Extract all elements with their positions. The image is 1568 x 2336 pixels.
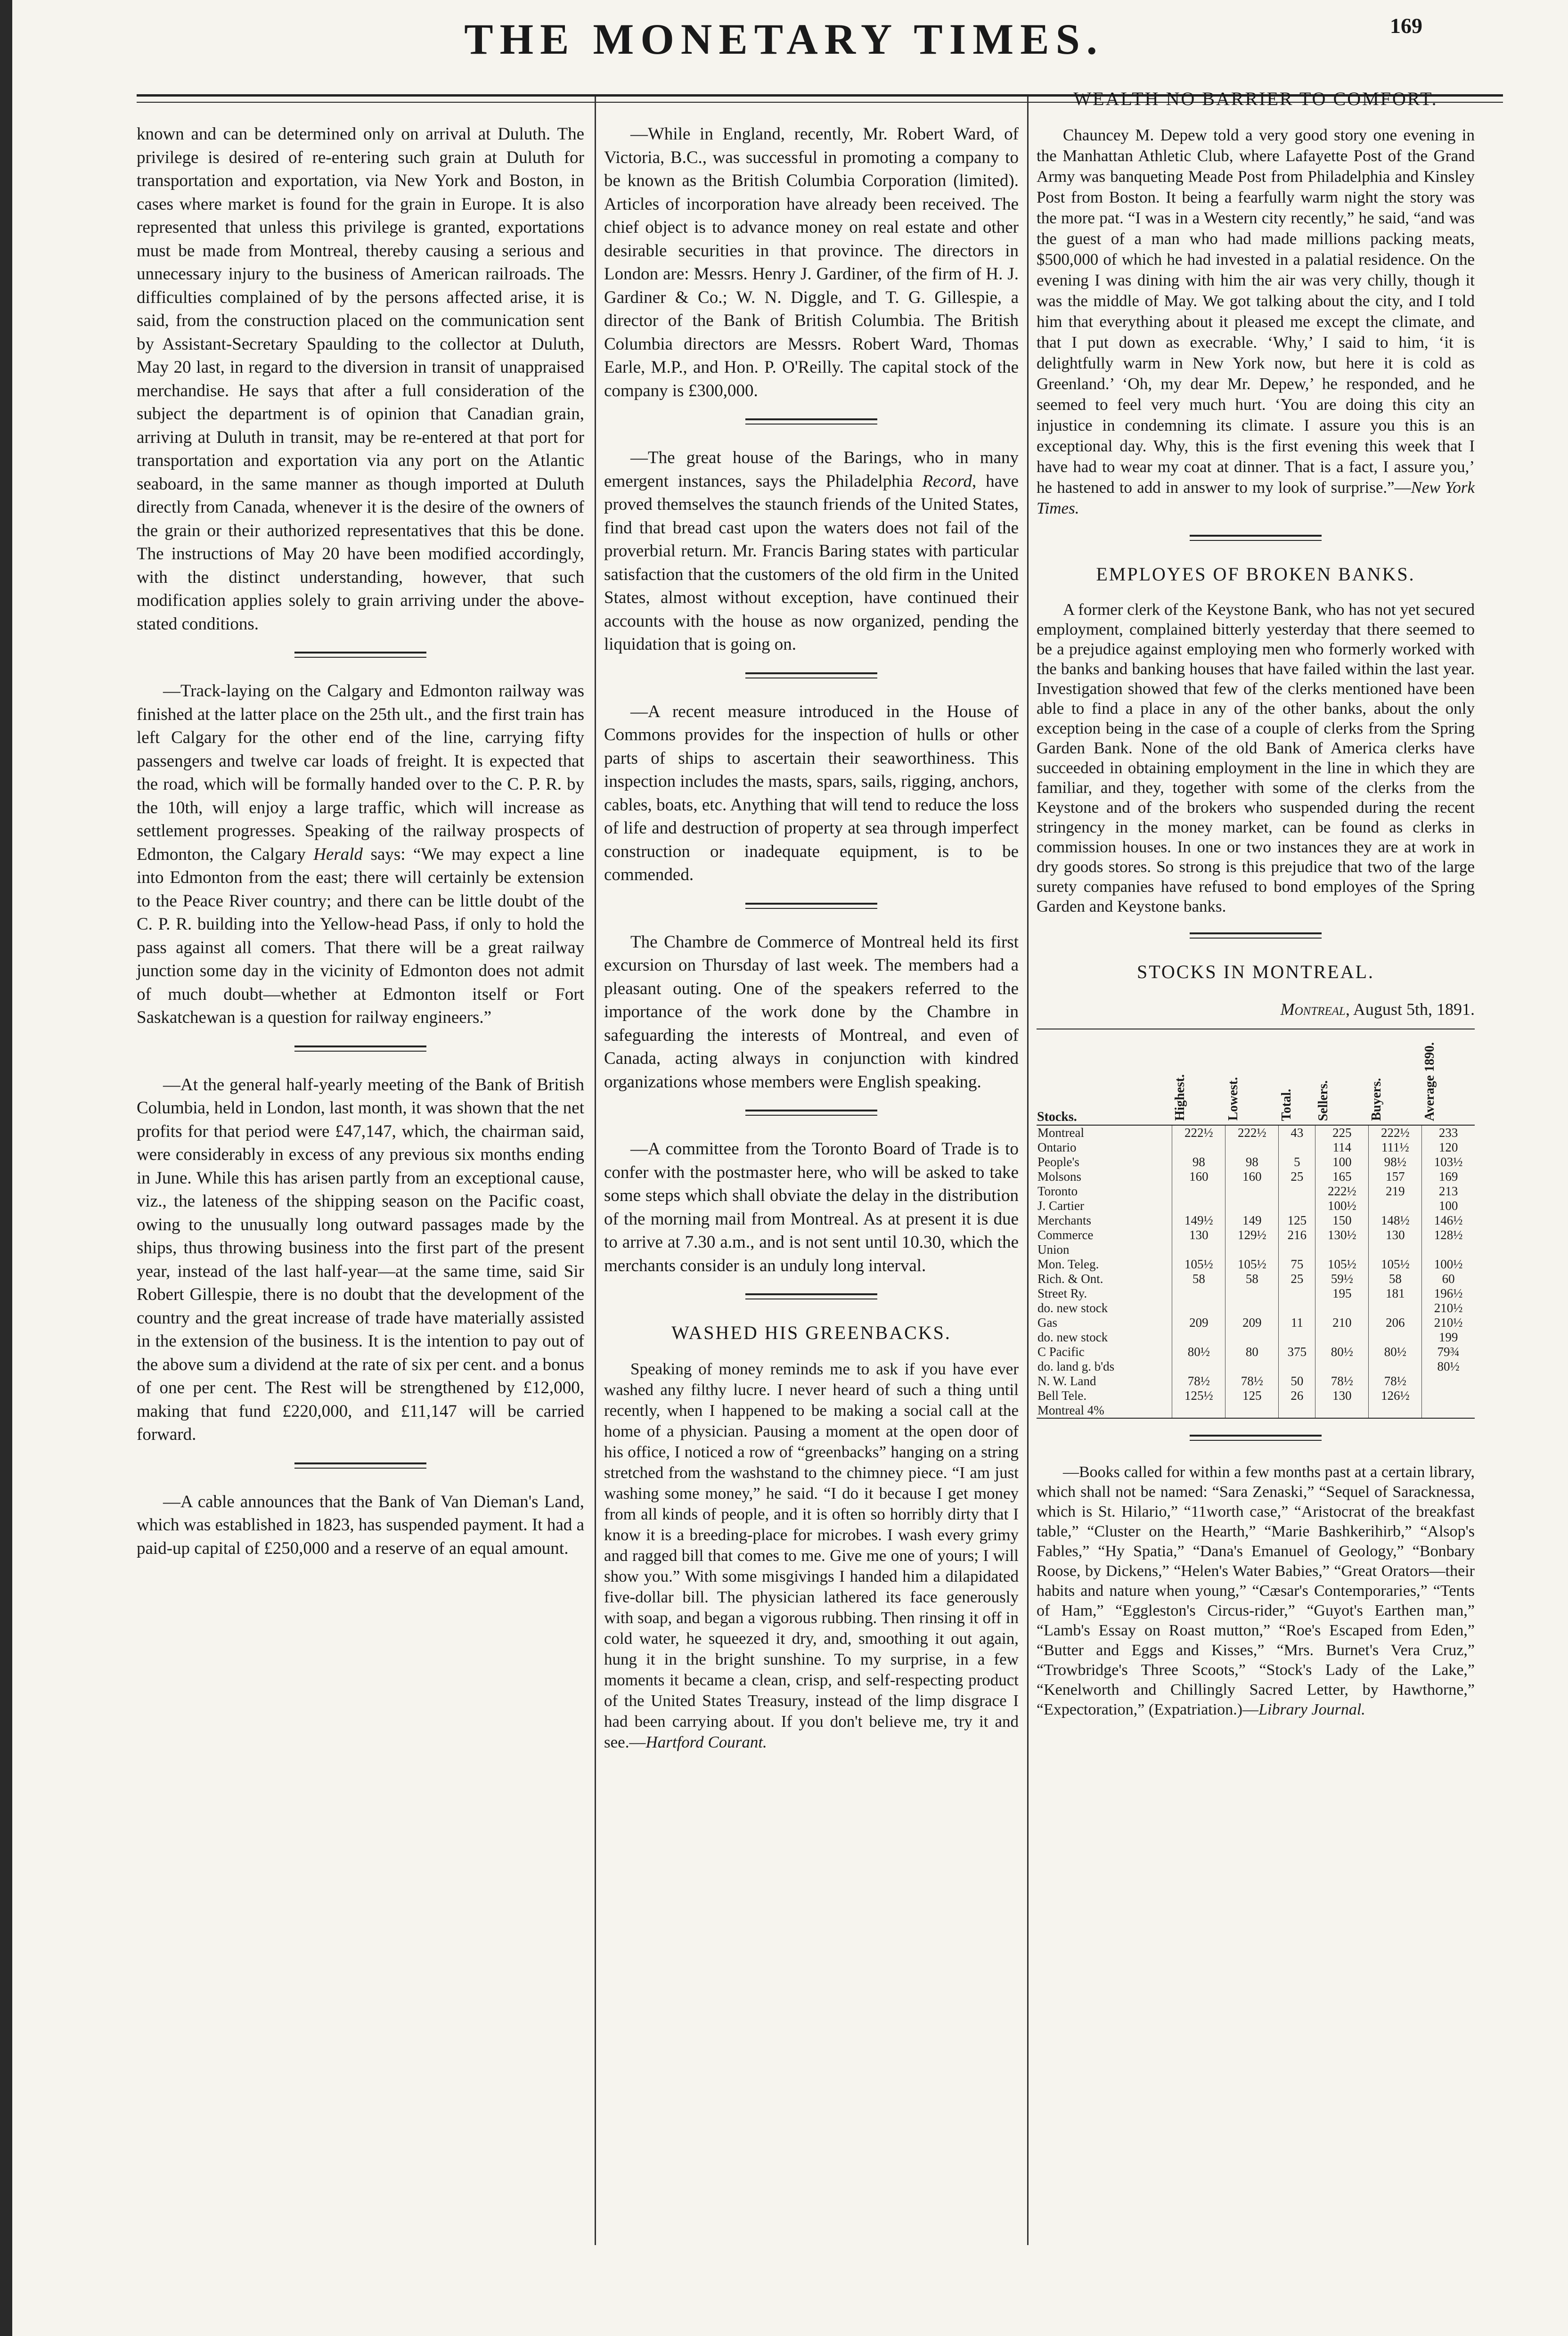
stock-value-cell [1369,1330,1422,1345]
stock-value-cell: 210½ [1422,1315,1475,1330]
table-row [1037,1345,1475,1359]
stocks-dateline: Montreal, August 5th, 1891. [1280,999,1475,1019]
table-row [1037,1169,1475,1184]
column-2 [604,123,1019,1753]
stock-value-cell: 25 [1279,1272,1315,1286]
stock-value-cell [1172,1184,1225,1199]
table-row [1037,1403,1475,1418]
stock-value-cell: 98 [1225,1155,1279,1169]
stock-name-cell: Ontario [1037,1140,1077,1154]
stock-value-cell: 111½ [1369,1140,1422,1155]
stock-name-cell: Merchants [1037,1213,1091,1227]
stock-value-cell: 129½ [1225,1228,1279,1242]
stock-value-cell: 58 [1369,1272,1422,1286]
masthead-title: THE MONETARY TIMES. [464,15,1104,63]
stock-value-cell [1422,1374,1475,1389]
stock-value-cell: 125½ [1172,1389,1225,1403]
stock-value-cell: 105½ [1315,1257,1369,1272]
stock-name-cell: Union [1037,1242,1070,1257]
heading-wealth-no-barrier: WEALTH NO BARRIER TO COMFORT. [1073,88,1438,109]
stock-name-cell: do. new stock [1037,1330,1108,1344]
stock-value-cell: 148½ [1369,1213,1422,1228]
stock-value-cell: 219 [1369,1184,1422,1199]
stock-value-cell: 105½ [1225,1257,1279,1272]
separator [745,903,877,909]
stock-name-cell: J. Cartier [1037,1199,1084,1213]
article-washed-greenbacks: Speaking of money reminds me to ask if you have ever washed any filthy lucre. I never heard of such a thing until recently, when I happened to be making a social call at the home of a physician. Pausing a moment at the open door of his office, I noticed a row of “greenbacks” hanging on a string stretched from the washstand to the chimney piece. “I am just washing some money,” he said. “I do it because I get money from all kinds of people, and it is often so horribly dirty that I know it is a breeding-place for microbes. I wash every grimy and ragged bill that comes to me. Give me one of yours; I will show you.” With some misgivings I handed him a dilapidated five-dollar bill. The physician lathered its face generously with soap, and began a vigorous rubbing. Then rinsing it off in cold water, he squeezed it dry, and, smoothing it out again, hung it in the bright sunshine. To my surprise, in a few moments it became a clean, crisp, and self-respecting product of the United States Treasury, instead of the limp disgrace I had been carrying about. If you don't believe me, try it and see.—Hartford Courant. [604,1359,1019,1751]
stock-value-cell [1279,1403,1315,1418]
stock-value-cell [1369,1403,1422,1418]
stock-value-cell: 75 [1279,1257,1315,1272]
stock-value-cell [1172,1242,1225,1257]
stock-name-cell: do. land g. b'ds [1037,1359,1115,1373]
stock-value-cell: 165 [1315,1169,1369,1184]
stock-name-cell: C Pacific [1037,1345,1085,1359]
table-row [1037,1228,1475,1242]
heading-stocks-in-montreal: STOCKS IN MONTREAL. [1136,961,1375,982]
stock-value-cell: 98½ [1369,1155,1422,1169]
stock-value-cell: 233 [1422,1125,1475,1140]
stock-value-cell: 5 [1279,1155,1315,1169]
separator [1190,1435,1322,1441]
stock-name-cell: Montreal 4% [1037,1403,1172,1418]
separator [745,672,877,678]
stock-value-cell [1279,1330,1315,1345]
stock-name-cell: do. new stock [1037,1301,1108,1315]
stock-value-cell: 157 [1369,1169,1422,1184]
separator [1190,535,1322,541]
stock-value-cell: 181 [1369,1286,1422,1301]
table-row [1037,1330,1475,1345]
stock-value-cell [1315,1330,1369,1345]
stock-value-cell [1279,1242,1315,1257]
stock-value-cell [1172,1330,1225,1345]
page-number: 169 [1390,14,1422,38]
stock-value-cell: 213 [1422,1184,1475,1199]
stock-value-cell: 80½ [1172,1345,1225,1359]
stock-value-cell: 78½ [1369,1374,1422,1389]
article-calgary-edmonton: —Track-laying on the Calgary and Edmonton railway was finished at the latter place on the 25th ult., and the first train has left Calgary for the other end of the line, carrying fifty passengers and twelve car loads of freight. It is expected that the road, which will be formally handed over to the C. P. R. by the 10th, will enjoy a large traffic, which will increase as settlement progresses. Speaking of the railway prospects of Edmonton, the Calgary Herald says: “We may expect a line into Edmonton from the east; there will certainly be extension to the Peace River country; and there can be little doubt of the C. P. R. building into the Yellow-head Pass, if only to hold the pass against all comers. That there will be a great railway junction some day in the vicinity of Edmonton does not admit of much doubt—whether at Edmonton itself or Fort Saskatchewan is a question for railway engineers.” [137,681,584,1027]
stock-value-cell: 79¾ [1422,1345,1475,1359]
table-row [1037,1213,1475,1228]
stock-value-cell: 195 [1315,1286,1369,1301]
article-van-diemans-land: —A cable announces that the Bank of Van Dieman's Land, which was established in 1823, has suspended payment. It had a paid-up capital of £250,000 and a reserve of an equal amount. [137,1492,584,1558]
stock-value-cell: 206 [1369,1315,1422,1330]
stock-value-cell [1172,1403,1225,1418]
heading-washed-greenbacks: WASHED HIS GREENBACKS. [671,1322,951,1343]
stock-value-cell: 25 [1279,1169,1315,1184]
table-row [1037,1286,1475,1301]
scan-edge [0,0,12,2336]
stock-value-cell [1422,1403,1475,1418]
stock-value-cell [1172,1286,1225,1301]
stock-value-cell [1225,1286,1279,1301]
stock-value-cell [1225,1403,1279,1418]
separator [294,1045,426,1052]
stock-name-cell: Montreal [1037,1126,1084,1140]
table-row [1037,1155,1475,1169]
stock-value-cell: 146½ [1422,1213,1475,1228]
column-rule-1 [595,97,596,2245]
stock-name-cell: Bell Tele. [1037,1389,1087,1403]
article-chambre-de-commerce: The Chambre de Commerce of Montreal held its first excursion on Thursday of last week. The members had a pleasant outing. One of the speakers referred to the importance of the work done by the Chambre in safeguarding the interests of Montreal, and even of Canada, acting always in conjunction with kindred organizations whose members were English speaking. [604,932,1019,1092]
stock-value-cell [1225,1330,1279,1345]
table-row [1037,1374,1475,1389]
column-1 [137,123,584,1560]
table-row [1037,1301,1475,1315]
stock-value-cell: 100 [1315,1155,1369,1169]
stock-name-cell: N. W. Land [1037,1374,1096,1388]
separator [745,1293,877,1299]
stock-value-cell: 169 [1422,1169,1475,1184]
stock-value-cell [1369,1199,1422,1213]
stock-value-cell [1172,1199,1225,1213]
article-employes-broken-banks: A former clerk of the Keystone Bank, who has not yet secured employment, complained bitterly yesterday that there seemed to be a prejudice against employing men who formerly worked with the banks and banking houses that have failed within the last year. Investigation showed that few of the clerks mentioned have been able to find a place in any of the other banks, about the only exception being in the case of a couple of clerks from the Spring Garden Bank. None of the old Bank of America clerks have succeeded in obtaining employment in the line in which they are familiar, and they, together with some of the clerks from the Keystone and of the brokers who suspended during the recent stringency in the money market, can be found as clerks in commission houses. In one or two instances they are at work in dry goods stores. So strong is this prejudice that two of the large surety companies have refused to bond employes of the Spring Garden and Keystone banks. [1037,600,1475,915]
stock-value-cell [1279,1286,1315,1301]
stock-value-cell [1422,1242,1475,1257]
stock-name-cell: Commerce [1037,1228,1094,1242]
table-row [1037,1272,1475,1286]
stock-value-cell: 100½ [1422,1257,1475,1272]
table-row [1037,1359,1475,1374]
stock-value-cell [1279,1199,1315,1213]
stock-value-cell [1225,1140,1279,1155]
stocks-table-header [1037,1029,1475,1125]
stock-value-cell: 149 [1225,1213,1279,1228]
stock-value-cell: 100½ [1315,1199,1369,1213]
stock-value-cell [1172,1301,1225,1315]
column-header: Average 1890. [1422,1029,1475,1125]
stock-value-cell: 78½ [1315,1374,1369,1389]
stock-name-cell: Street Ry. [1037,1286,1087,1300]
table-row [1037,1140,1475,1155]
stock-value-cell: 80½ [1422,1359,1475,1374]
stock-value-cell: 199 [1422,1330,1475,1345]
separator [294,652,426,658]
stock-name-cell: Rich. & Ont. [1037,1272,1103,1286]
stock-value-cell [1369,1301,1422,1315]
stock-name-cell: Mon. Teleg. [1037,1257,1099,1271]
stock-value-cell [1315,1301,1369,1315]
stock-value-cell: 225 [1315,1125,1369,1140]
stocks-table [1037,1029,1475,1419]
stock-value-cell [1315,1359,1369,1374]
stock-value-cell [1279,1359,1315,1374]
stock-value-cell: 130 [1172,1228,1225,1242]
stock-value-cell: 100 [1422,1199,1475,1213]
stock-value-cell: 60 [1422,1272,1475,1286]
stock-name-cell: Gas [1037,1315,1057,1330]
stock-value-cell: 375 [1279,1345,1315,1359]
stock-value-cell: 80½ [1315,1345,1369,1359]
stock-value-cell [1225,1359,1279,1374]
stock-value-cell [1279,1184,1315,1199]
separator [1190,932,1322,939]
stock-value-cell [1225,1301,1279,1315]
stock-value-cell: 210½ [1422,1301,1475,1315]
column-header: Buyers. [1369,1029,1422,1125]
stock-value-cell: 130 [1315,1389,1369,1403]
stock-value-cell: 80 [1225,1345,1279,1359]
stock-value-cell: 216 [1279,1228,1315,1242]
stock-value-cell [1369,1242,1422,1257]
stock-value-cell [1172,1359,1225,1374]
table-row [1037,1315,1475,1330]
stock-value-cell: 222½ [1172,1125,1225,1140]
stock-value-cell: 222½ [1369,1125,1422,1140]
stock-value-cell: 58 [1172,1272,1225,1286]
stock-value-cell [1225,1199,1279,1213]
stock-value-cell: 222½ [1315,1184,1369,1199]
stock-value-cell [1225,1242,1279,1257]
stock-value-cell: 50 [1279,1374,1315,1389]
stock-value-cell [1279,1140,1315,1155]
stock-value-cell: 209 [1225,1315,1279,1330]
stock-value-cell: 105½ [1369,1257,1422,1272]
stock-value-cell: 150 [1315,1213,1369,1228]
article-ship-inspection: —A recent measure introduced in the House of Commons provides for the inspection of hulls or other parts of ships to ascertain their seaworthiness. This inspection includes the masts, spars, sails, rigging, anchors, cables, boats, etc. Anything that will tend to reduce the loss of life and destruction of property at sea through imperfect construction or inadequate equipment, is to be commended. [604,702,1019,884]
stock-value-cell: 98 [1172,1155,1225,1169]
column-header: Total. [1279,1029,1315,1125]
stock-value-cell: 11 [1279,1315,1315,1330]
stock-value-cell: 149½ [1172,1213,1225,1228]
stock-value-cell: 196½ [1422,1286,1475,1301]
stock-value-cell: 103½ [1422,1155,1475,1169]
stock-value-cell: 126½ [1369,1389,1422,1403]
stock-value-cell: 209 [1172,1315,1225,1330]
article-depew-story: Chauncey M. Depew told a very good story one evening in the Manhattan Athletic Club, where Lafayette Post of the Grand Army was banqueting Meade Post from Philadelphia and Kinsley Post from Boston. It being a fearfully warm night the story was the more pat. “I was in a Western city recently,” he said, “and was the guest of a man who had made millions packing meats, $500,000 of which he had invested in a palatial residence. On the evening I was dining with him the air was very chilly, though it was the middle of May. We got talking about the city, and I told him that everything about it pleased me except the climate, and that I put down as execrable. ‘Why,’ I said to him, ‘it is delightfully warm in New York now, but here it is cold as Greenland.’ ‘Oh, my dear Mr. Depew,’ he responded, and he seemed to feel very much hurt. ‘You are doing this city an injustice in condemning its climate. I assure you this is an exceptional day. Why, this is the first evening this week that I have had to wear my coat at dinner. That is a fact, I assure you,’ he hastened to add in answer to my look of surprise.”—New York Times. [1037,125,1475,517]
stock-value-cell [1172,1140,1225,1155]
stock-value-cell: 80½ [1369,1345,1422,1359]
separator [294,1462,426,1469]
stock-value-cell [1315,1403,1369,1418]
stock-value-cell [1315,1242,1369,1257]
stock-value-cell: 43 [1279,1125,1315,1140]
table-row [1037,1389,1475,1403]
column-rule-2 [1027,97,1029,2245]
column-header: Highest. [1172,1029,1225,1125]
table-row [1037,1184,1475,1199]
stock-value-cell [1225,1184,1279,1199]
table-row [1037,1242,1475,1257]
stock-value-cell: 78½ [1225,1374,1279,1389]
stock-name-cell: Molsons [1037,1169,1082,1184]
stock-value-cell: 210 [1315,1315,1369,1330]
stock-value-cell: 130 [1369,1228,1422,1242]
stock-value-cell [1369,1359,1422,1374]
article-toronto-mail: —A committee from the Toronto Board of Trade is to confer with the postmaster here, who will be asked to take some steps which shall obviate the delay in the distribution of the morning mail from Montreal. As at present it is due to arrive at 7.30 a.m., and is not sent until 10.30, which the merchants consider is an unduly long interval. [604,1139,1019,1275]
article-library-books: —Books called for within a few months past at a certain library, which shall not be named: “Sara Zenaski,” “Sequel of Saracknessa, which is St. Hilario,” “11worth case,” “Aristocrat of the breakfast table,” “Cluster on the Hearth,” “Marie Bashkerihirb,” “Alsop's Fables,” “Hy Spatia,” “Dana's Emanuel of Geology,” “Bonbary Roose, by Dickens,” “Helen's Water Babies,” “Great Orators—their habits and nature when young,” “Cæsar's Contemporaries,” “Tents of Ham,” “Eggleston's Circus-rider,” “Guyot's Earthen man,” “Lamb's Essay on Roast mutton,” “Roe's Escaped from Eden,” “Butter and Eggs and Kisses,” “Mrs. Burnet's Vera Cruz,” “Trowbridge's Three Scoots,” “Stock's Lady of the Lake,” “Kenelworth and Chillingly Sacred Letter, by Hawthorne,” “Expectoration,” (Expatriation.)—Library Journal. [1037,1463,1475,1718]
stock-value-cell: 125 [1279,1213,1315,1228]
stock-value-cell: 160 [1172,1169,1225,1184]
stock-value-cell: 128½ [1422,1228,1475,1242]
article-barings: —The great house of the Barings, who in many emergent instances, says the Philadelphia Record, have proved themselves the staunch friends of the United States, find that bread cast upon the waters does not fail of the proverbial return. Mr. Francis Baring states with particular satisfaction that the customers of the old firm in the United States, almost without exception, have continued their accounts with the house as now organized, pending the liquidation that is going on. [604,448,1019,654]
stock-value-cell: 160 [1225,1169,1279,1184]
stock-value-cell: 105½ [1172,1257,1225,1272]
stock-value-cell: 26 [1279,1389,1315,1403]
column-header: Sellers. [1315,1029,1369,1125]
separator [745,1110,877,1116]
stock-value-cell: 125 [1225,1389,1279,1403]
stock-value-cell: 120 [1422,1140,1475,1155]
article-bank-british-columbia: —At the general half-yearly meeting of the Bank of British Columbia, held in London, last month, it was shown that the net profits for that period were £47,147, which, the chairman said, were considerably in excess of any previous six months ending in June. While this has arisen partly from an exceptional cause, viz., the lateness of the shipping season on the Pacific coast, owing to the unusually long outward passages made by the ships, thus throwing business into the first part of the present year, instead of the last half-year—at the same time, said Sir Robert Gillespie, there is no doubt that the development of the country and the great increase of trade have materially assisted in the extension of the business. It is the intention to pay out of the above sum a dividend at the rate of six per cent. and a bonus of one per cent. The Rest will be strengthened by £12,000, making that fund £220,000, and £11,147 will be carried forward. [137,1075,584,1444]
stock-name-cell: People's [1037,1155,1079,1169]
stock-value-cell: 58 [1225,1272,1279,1286]
stocks-table-body [1037,1125,1475,1418]
stock-value-cell [1279,1301,1315,1315]
article-bc-corporation: —While in England, recently, Mr. Robert Ward, of Victoria, B.C., was successful in promoting a company to be known as the British Columbia Corporation (limited). Articles of incorporation have already been received. The chief object is to advance money on real estate and other desirable securities in that province. The directors in London are: Messrs. Henry J. Gardiner, of the firm of H. J. Gardiner & Co.; W. N. Diggle, and T. G. Gillespie, a director of the Bank of British Columbia. The British Columbia directors are Messrs. Robert Ward, Thomas Earle, M.P., and Hon. P. O'Reilly. The capital stock of the company is £300,000. [604,124,1019,400]
column-header: Stocks. [1037,1029,1172,1125]
heading-employes-broken-banks: EMPLOYES OF BROKEN BANKS. [1096,563,1415,585]
table-row [1037,1125,1475,1140]
column-3 [1037,82,1475,1720]
stock-value-cell: 114 [1315,1140,1369,1155]
article-duluth-grain: known and can be determined only on arrival at Duluth. The privilege is desired of re-entering such grain at Duluth for transportation and exportation, via New York and Boston, in cases where market is found for the grain in Europe. It is also represented that unless this privilege is granted, exportations must be made from Montreal, thereby causing a serious and unnecessary injury to the business of American railroads. The difficulties complained of by the persons affected arise, it is said, from the construction placed on the communication sent by Assistant-Secretary Spaulding to the collector at Duluth, May 20 last, in regard to the diversion in transit of unappraised merchandise. He says that after a full consideration of the subject the department is of opinion that Canadian grain, arriving at Duluth in transit, may be re-entered at that port for transportation and exportation via any port on the Atlantic seaboard, in the same manner as though imported at Duluth directly from Canada, whenever it is the desire of the owners of the grain or their authorized representatives that this be done. The instructions of May 20 have been modified accordingly, with the distinct understanding, however, that such modification applies solely to grain arriving under the above-stated conditions. [137,124,584,634]
column-header: Lowest. [1225,1029,1279,1125]
stock-name-cell: Toronto [1037,1184,1078,1198]
stock-value-cell: 59½ [1315,1272,1369,1286]
stock-value-cell [1422,1389,1475,1403]
table-row [1037,1199,1475,1213]
separator [745,418,877,425]
table-row [1037,1257,1475,1272]
stock-value-cell: 222½ [1225,1125,1279,1140]
stock-value-cell: 130½ [1315,1228,1369,1242]
stock-value-cell: 78½ [1172,1374,1225,1389]
